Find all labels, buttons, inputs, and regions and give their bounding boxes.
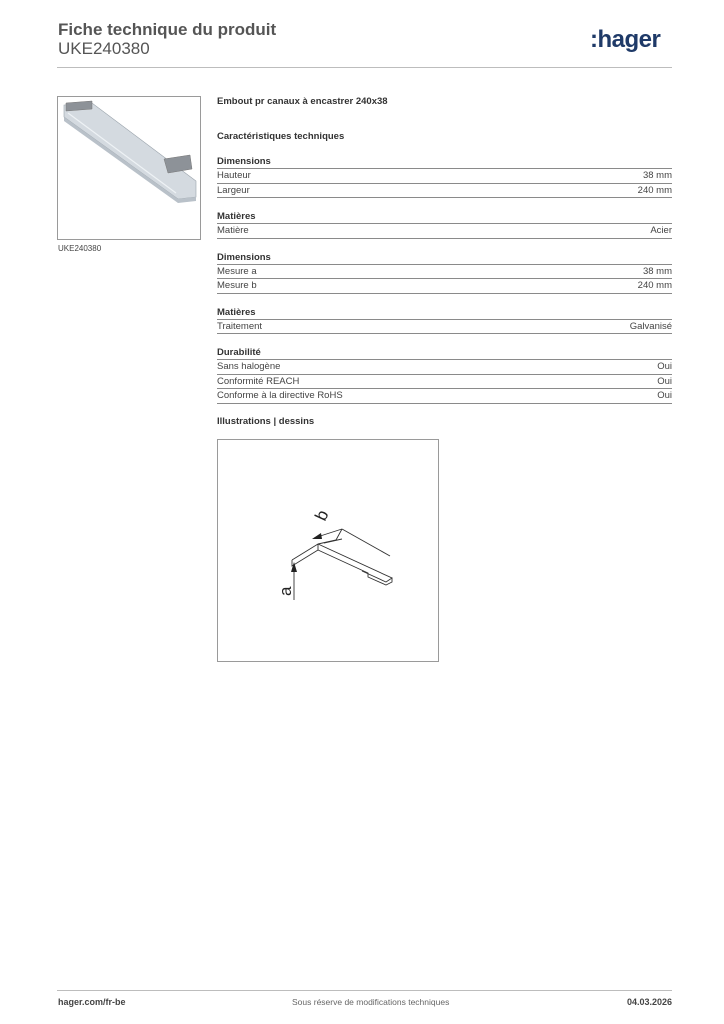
product-reference: UKE240380 [58, 39, 150, 58]
spec-value: 240 mm [637, 184, 672, 196]
product-photo-image [58, 97, 200, 239]
spec-label: Sans halogène [217, 361, 281, 372]
footer-disclaimer: Sous réserve de modifications techniques [292, 997, 450, 1007]
spec-value: Oui [657, 375, 672, 387]
spec-row [217, 168, 672, 183]
spec-group-materials [217, 210, 672, 239]
dimension-drawing [217, 439, 439, 662]
spec-group-treatment [217, 306, 672, 335]
spec-label: Matière [217, 225, 249, 236]
specs-title: Caractéristiques techniques [217, 131, 345, 142]
label-a: a [276, 586, 295, 596]
spec-value: 38 mm [642, 265, 672, 277]
footer-website[interactable]: hager.com/fr-be [58, 997, 126, 1007]
logo-text: hager [597, 26, 661, 53]
product-name: Embout pr canaux à encastrer 240x38 [217, 96, 388, 107]
footer-date: 04.03.2026 [626, 997, 672, 1007]
logo-prefix: : [590, 26, 598, 53]
illustrations-title: Illustrations | dessins [217, 415, 315, 427]
spec-row [217, 223, 672, 239]
spec-label: Mesure b [217, 280, 257, 291]
group-title: Dimensions [217, 156, 271, 167]
spec-group-dimensions [217, 155, 672, 198]
hager-logo [590, 26, 660, 54]
spec-value: Oui [657, 390, 672, 401]
spec-row [217, 264, 672, 279]
spec-value: Acier [650, 225, 672, 236]
specifications-panel [217, 96, 672, 427]
footer-divider [57, 990, 672, 991]
group-title: Durabilité [217, 347, 261, 358]
spec-value: Oui [657, 361, 672, 372]
group-title: Dimensions [217, 251, 271, 263]
spec-label: Conformité REACH [217, 375, 300, 387]
spec-label: Traitement [217, 320, 263, 332]
spec-group-dimensions-2 [217, 251, 672, 294]
spec-label: Conforme à la directive RoHS [217, 390, 343, 401]
group-title: Matières [217, 211, 256, 222]
spec-row [217, 183, 672, 199]
product-photo [57, 96, 201, 240]
group-title: Matières [217, 306, 256, 318]
spec-group-durability [217, 346, 672, 404]
spec-row [217, 319, 672, 335]
spec-row [217, 388, 672, 404]
spec-label: Hauteur [217, 170, 251, 181]
dimension-drawing-image [218, 440, 438, 661]
spec-value: 38 mm [642, 170, 672, 181]
spec-label: Mesure a [217, 265, 257, 277]
spec-label: Largeur [217, 184, 250, 196]
photo-caption: UKE240380 [58, 244, 102, 253]
spec-value: 240 mm [637, 280, 672, 291]
spec-row [217, 359, 672, 374]
header-divider [57, 67, 672, 68]
spec-row [217, 374, 672, 389]
spec-value: Galvanisé [629, 320, 672, 332]
label-b: b [311, 507, 333, 524]
page-title: Fiche technique du produit [58, 20, 277, 39]
spec-row [217, 278, 672, 294]
